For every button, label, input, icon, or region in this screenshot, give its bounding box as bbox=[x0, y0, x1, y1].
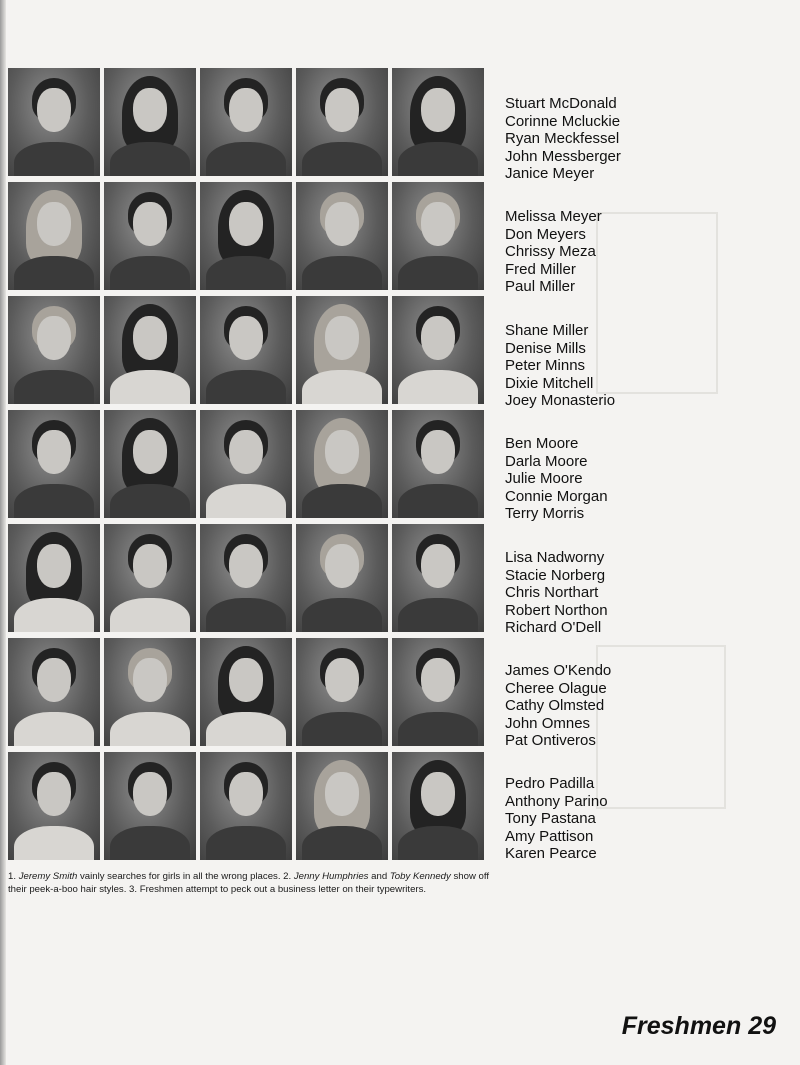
student-portrait bbox=[8, 410, 100, 518]
photo-caption bbox=[8, 870, 496, 896]
student-portrait bbox=[200, 296, 292, 404]
portrait-shoulders bbox=[110, 370, 190, 404]
portrait-shoulders bbox=[206, 142, 286, 176]
portrait-shoulders bbox=[110, 826, 190, 860]
student-name: Darla Moore bbox=[505, 452, 588, 470]
student-portrait bbox=[200, 68, 292, 176]
student-name: Terry Morris bbox=[505, 505, 585, 522]
portrait-face bbox=[229, 202, 263, 246]
portrait-shoulders bbox=[398, 826, 478, 860]
portrait-face bbox=[37, 88, 71, 132]
student-name: Chrissy Meza bbox=[505, 243, 596, 260]
portrait-shoulders bbox=[302, 370, 382, 404]
portrait-shoulders bbox=[398, 598, 478, 632]
student-name: Shane Miller bbox=[505, 322, 589, 339]
portrait-shoulders bbox=[110, 484, 190, 518]
name-group bbox=[505, 435, 608, 523]
student-name: Tony Pastana bbox=[505, 810, 596, 827]
portrait-face bbox=[325, 316, 359, 360]
student-name: John Omnes bbox=[505, 714, 591, 732]
student-portrait bbox=[392, 752, 484, 860]
portrait-shoulders bbox=[302, 712, 382, 746]
student-name: Denise Mills bbox=[505, 339, 586, 357]
portrait-face bbox=[229, 544, 263, 588]
name-group bbox=[505, 549, 608, 637]
student-name: Karen Pearce bbox=[505, 845, 597, 862]
caption-name: Toby Kennedy bbox=[389, 871, 451, 882]
student-name: Paul Miller bbox=[505, 278, 576, 295]
portrait-face bbox=[229, 88, 263, 132]
portrait-face bbox=[421, 658, 455, 702]
portrait-shoulders bbox=[302, 484, 382, 518]
student-portrait bbox=[200, 182, 292, 290]
student-portrait bbox=[392, 638, 484, 746]
student-portrait bbox=[104, 182, 196, 290]
caption-name: Jenny Humphries bbox=[293, 871, 369, 882]
portrait-shoulders bbox=[206, 826, 286, 860]
portrait-shoulders bbox=[14, 712, 94, 746]
student-portrait bbox=[200, 638, 292, 746]
student-portrait bbox=[200, 410, 292, 518]
portrait-shoulders bbox=[398, 712, 478, 746]
portrait-face bbox=[229, 316, 263, 360]
student-name: Robert Northon bbox=[505, 601, 608, 619]
student-portrait bbox=[296, 638, 388, 746]
caption-text: and bbox=[368, 871, 390, 882]
student-name: Corinne Mcluckie bbox=[505, 112, 621, 130]
student-portrait bbox=[8, 638, 100, 746]
student-portrait bbox=[104, 68, 196, 176]
student-portrait bbox=[8, 752, 100, 860]
portrait-shoulders bbox=[14, 256, 94, 290]
portrait-shoulders bbox=[302, 826, 382, 860]
caption-name: Jeremy Smith bbox=[18, 871, 78, 882]
student-portrait bbox=[104, 638, 196, 746]
student-name: Lisa Nadworny bbox=[505, 549, 605, 566]
caption-text: vainly searches for girls in all the wrong places. 2. bbox=[77, 871, 294, 882]
portrait-shoulders bbox=[398, 370, 478, 404]
student-name: Ryan Meckfessel bbox=[505, 130, 620, 147]
portrait-face bbox=[133, 202, 167, 246]
student-name: Dixie Mitchell bbox=[505, 374, 594, 392]
student-portrait bbox=[392, 182, 484, 290]
student-portrait bbox=[392, 68, 484, 176]
student-name: Ben Moore bbox=[505, 435, 579, 452]
section-title: Freshmen bbox=[621, 1012, 742, 1040]
portrait-face bbox=[37, 772, 71, 816]
portrait-face bbox=[325, 202, 359, 246]
portrait-face bbox=[325, 658, 359, 702]
portrait-face bbox=[325, 544, 359, 588]
name-group bbox=[505, 662, 611, 750]
student-name: Melissa Meyer bbox=[505, 208, 602, 225]
student-portrait bbox=[392, 410, 484, 518]
portrait-face bbox=[133, 88, 167, 132]
student-portrait bbox=[296, 68, 388, 176]
student-name: Richard O'Dell bbox=[505, 619, 602, 636]
student-portrait bbox=[104, 752, 196, 860]
portrait-face bbox=[421, 202, 455, 246]
portrait-shoulders bbox=[302, 142, 382, 176]
portrait-face bbox=[133, 658, 167, 702]
caption-text: show off their peek-a-boo hair styles. 3. Freshmen attempt to peck out a business letter on their typewriters. bbox=[8, 871, 490, 895]
student-portrait bbox=[8, 182, 100, 290]
student-name: Janice Meyer bbox=[505, 165, 595, 182]
student-name: John Messberger bbox=[505, 147, 621, 165]
name-group bbox=[505, 775, 608, 863]
student-portrait bbox=[104, 296, 196, 404]
student-name: Cathy Olmsted bbox=[505, 697, 605, 714]
student-name: Stuart McDonald bbox=[505, 95, 617, 112]
student-portrait bbox=[104, 524, 196, 632]
portrait-face bbox=[325, 88, 359, 132]
portrait-face bbox=[37, 202, 71, 246]
name-group bbox=[505, 208, 602, 296]
portrait-shoulders bbox=[206, 370, 286, 404]
student-portrait bbox=[296, 182, 388, 290]
portrait-face bbox=[133, 316, 167, 360]
portrait-grid bbox=[8, 68, 488, 858]
portrait-face bbox=[421, 430, 455, 474]
portrait-face bbox=[133, 772, 167, 816]
portrait-shoulders bbox=[14, 826, 94, 860]
portrait-shoulders bbox=[110, 598, 190, 632]
page-binding-shadow bbox=[0, 0, 6, 1065]
student-portrait bbox=[392, 296, 484, 404]
portrait-shoulders bbox=[206, 256, 286, 290]
student-name: Pat Ontiveros bbox=[505, 732, 596, 749]
student-portrait bbox=[8, 68, 100, 176]
portrait-shoulders bbox=[206, 598, 286, 632]
student-name: Joey Monasterio bbox=[505, 392, 616, 409]
student-portrait bbox=[8, 524, 100, 632]
portrait-shoulders bbox=[110, 712, 190, 746]
portrait-face bbox=[325, 430, 359, 474]
portrait-shoulders bbox=[14, 370, 94, 404]
student-portrait bbox=[296, 524, 388, 632]
portrait-face bbox=[229, 658, 263, 702]
portrait-shoulders bbox=[14, 142, 94, 176]
portrait-face bbox=[133, 544, 167, 588]
student-portrait bbox=[392, 524, 484, 632]
portrait-shoulders bbox=[110, 142, 190, 176]
student-name: Don Meyers bbox=[505, 225, 586, 243]
portrait-face bbox=[229, 430, 263, 474]
portrait-face bbox=[133, 430, 167, 474]
portrait-face bbox=[421, 544, 455, 588]
student-name: Fred Miller bbox=[505, 260, 576, 278]
portrait-shoulders bbox=[206, 712, 286, 746]
portrait-shoulders bbox=[398, 256, 478, 290]
student-name: Amy Pattison bbox=[505, 827, 594, 845]
student-portrait bbox=[296, 296, 388, 404]
portrait-face bbox=[421, 316, 455, 360]
page-folio bbox=[622, 1012, 776, 1041]
page-number: 29 bbox=[748, 1012, 776, 1040]
portrait-face bbox=[37, 430, 71, 474]
portrait-face bbox=[37, 544, 71, 588]
student-name: Julie Moore bbox=[505, 470, 583, 487]
portrait-shoulders bbox=[302, 598, 382, 632]
student-name: Anthony Parino bbox=[505, 792, 608, 810]
student-portrait bbox=[296, 752, 388, 860]
student-portrait bbox=[104, 410, 196, 518]
show-through-photo-frame bbox=[596, 645, 726, 809]
portrait-face bbox=[229, 772, 263, 816]
student-portrait bbox=[200, 524, 292, 632]
portrait-face bbox=[37, 316, 71, 360]
student-portrait bbox=[8, 296, 100, 404]
portrait-face bbox=[325, 772, 359, 816]
portrait-shoulders bbox=[14, 484, 94, 518]
student-portrait bbox=[296, 410, 388, 518]
portrait-face bbox=[421, 772, 455, 816]
student-name: Stacie Norberg bbox=[505, 566, 606, 584]
caption-number: 1. bbox=[8, 871, 17, 882]
portrait-face bbox=[37, 658, 71, 702]
student-name: Pedro Padilla bbox=[505, 775, 595, 792]
student-name: Connie Morgan bbox=[505, 487, 608, 505]
student-name: Cheree Olague bbox=[505, 679, 607, 697]
student-name: James O'Kendo bbox=[505, 662, 612, 679]
name-group bbox=[505, 95, 621, 183]
portrait-shoulders bbox=[110, 256, 190, 290]
student-portrait bbox=[200, 752, 292, 860]
portrait-shoulders bbox=[206, 484, 286, 518]
portrait-shoulders bbox=[398, 484, 478, 518]
student-name: Peter Minns bbox=[505, 357, 586, 374]
portrait-shoulders bbox=[302, 256, 382, 290]
name-group bbox=[505, 322, 615, 410]
portrait-shoulders bbox=[398, 142, 478, 176]
portrait-face bbox=[421, 88, 455, 132]
portrait-shoulders bbox=[14, 598, 94, 632]
student-name: Chris Northart bbox=[505, 584, 599, 601]
